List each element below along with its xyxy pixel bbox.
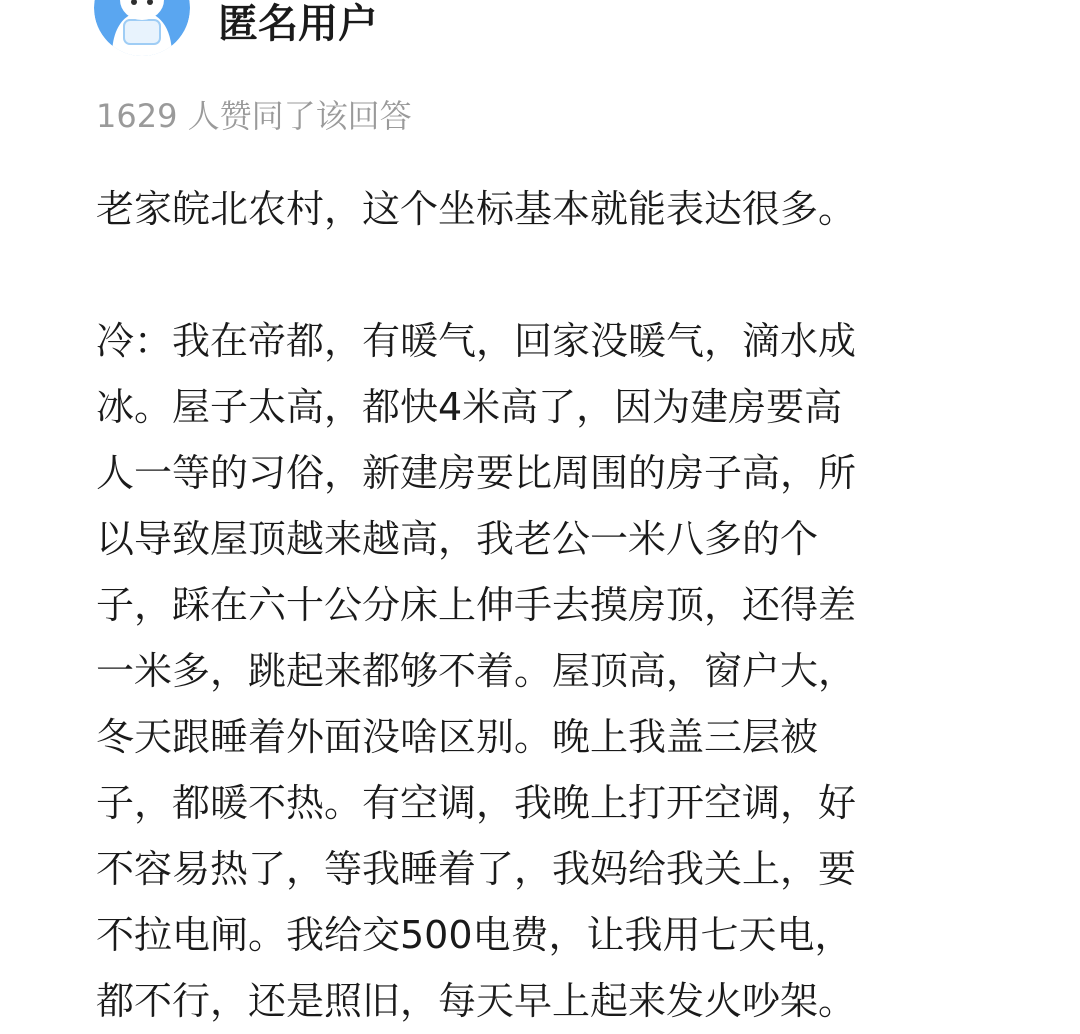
answer-intro: 老家皖北农村，这个坐标基本就能表达很多。 bbox=[96, 187, 857, 231]
answer-line: 冷：我在帝都，有暖气，回家没暖气，滴水成 bbox=[96, 319, 857, 363]
answer-line: 都不行，还是照旧，每天早上起来发火吵架。 bbox=[96, 979, 857, 1023]
answer-line: 人一等的习俗，新建房要比周围的房子高，所 bbox=[96, 451, 857, 495]
author-name[interactable]: 匿名用户 bbox=[218, 0, 378, 47]
answer-line: 一米多，跳起来都够不着。屋顶高，窗户大， bbox=[96, 649, 857, 693]
anonymous-avatar-icon[interactable] bbox=[94, 0, 190, 56]
author-header bbox=[94, 0, 378, 56]
avatar-graphic bbox=[94, 0, 190, 56]
paragraph-gap bbox=[96, 242, 956, 308]
answer-line: 子，踩在六十公分床上伸手去摸房顶，还得差 bbox=[96, 583, 857, 627]
answer-line: 不拉电闸。我给交500电费，让我用七天电， bbox=[96, 913, 853, 957]
answer-line: 子，都暖不热。有空调，我晚上打开空调，好 bbox=[96, 781, 857, 825]
answer-line: 以导致屋顶越来越高，我老公一米八多的个 bbox=[96, 517, 819, 561]
answer-line: 冰。屋子太高，都快4米高了，因为建房要高 bbox=[96, 385, 843, 429]
answer-line: 冬天跟睡着外面没啥区别。晚上我盖三层被 bbox=[96, 715, 819, 759]
vote-count: 1629 人赞同了该回答 bbox=[96, 97, 412, 135]
answer-line: 不容易热了，等我睡着了，我妈给我关上，要 bbox=[96, 847, 857, 891]
answer-body bbox=[96, 176, 956, 1034]
